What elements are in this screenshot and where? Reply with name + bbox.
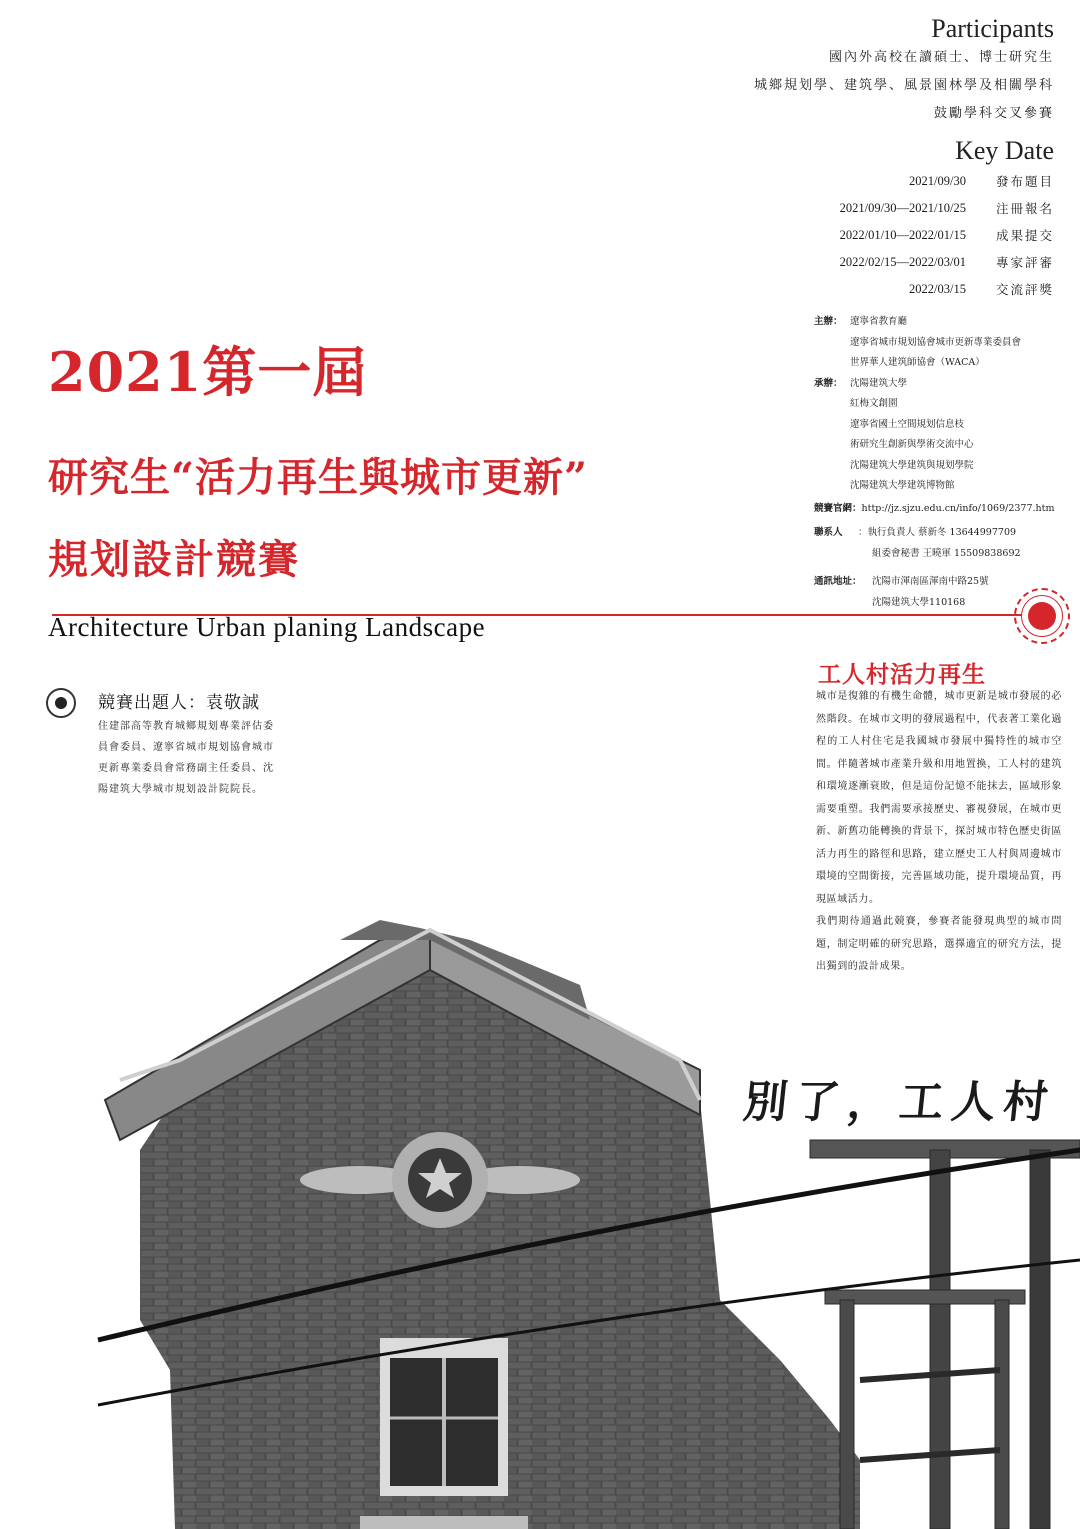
undertaker-name: 沈陽建筑大學建筑與規划學院 (850, 459, 974, 471)
participants-line: 國內外高校在讀碩士、博士研究生 (828, 50, 1054, 65)
event: 發布題目 (995, 174, 1054, 189)
key-date-row (754, 168, 1054, 195)
organizers-block (814, 312, 1076, 613)
page-subtitle: 研究生“活力再生與城市更新” (48, 454, 589, 501)
undertaker-label: 承辦： (814, 377, 843, 389)
event: 成果提交 (995, 228, 1054, 243)
contact-line: 組委會秘書 王曉軍 15509838692 (872, 547, 1021, 559)
undertaker-name: 紅梅文創園 (850, 398, 898, 409)
website-link[interactable]: http://jz.sjzu.edu.cn/info/1069/2377.htm (861, 502, 1055, 514)
page-title: 2021第一屆 (48, 340, 368, 404)
building-photo (0, 900, 1080, 1529)
date: 2022/03/15 (909, 282, 966, 296)
host-name: 遼寧省教育廳 (850, 316, 908, 327)
participants-line: 城鄉規划學、建筑學、風景園林學及相關學科 (753, 78, 1054, 93)
judge-description: 住建部高等教育城鄉規划專業評估委員會委員、遼寧省城市規划協會城市更新專業委員會常務副主任委員、沈陽建筑大學城市規划設計院院長。 (98, 721, 274, 795)
event: 交流評獎 (995, 282, 1054, 297)
host-name: 遼寧省城市規划協會城市更新專業委員會 (850, 336, 1022, 348)
participants-line: 鼓勵學科交叉參賽 (933, 106, 1054, 121)
host-label: 主辦： (814, 316, 843, 327)
key-date-title: Key Date (955, 136, 1054, 165)
website-label: 競賽官網： (814, 502, 862, 514)
theme-paragraph: 我們期待通過此競賽，參賽者能發現典型的城市問題，制定明確的研究思路，選擇適宜的研究方法，提出獨到的設計成果。 (816, 916, 1062, 972)
date: 2021/09/30 (909, 174, 966, 188)
participants-title: Participants (931, 14, 1054, 43)
event: 專家評審 (995, 255, 1054, 270)
undertaker-name: 沈陽建筑大學 (850, 377, 908, 389)
address-line: 沈陽市渾南區渾南中路25號 (872, 576, 989, 587)
date: 2022/01/10—2022/01/15 (839, 228, 966, 242)
address-label: 通訊地址： (814, 576, 862, 587)
english-subtitle: Architecture Urban planing Landscape (48, 612, 486, 642)
key-date-row (754, 195, 1054, 222)
key-date-row (754, 222, 1054, 249)
judge-name: 競賽出題人：袁敬誠 (98, 693, 260, 713)
date: 2022/02/15—2022/03/01 (839, 255, 966, 269)
wood-frame (810, 1140, 1080, 1529)
contact-label: 聯系人 (814, 527, 843, 538)
seal-dot (1028, 602, 1056, 630)
undertaker-name: 沈陽建筑大學建筑博物館 (850, 480, 955, 491)
date: 2021/09/30—2021/10/25 (839, 201, 966, 215)
red-seal-icon (1014, 588, 1070, 644)
key-date-list (754, 168, 1054, 303)
host-name: 世界華人建筑師協會（WACA） (850, 357, 985, 368)
undertaker-name: 術研究生創新與學術交流中心 (850, 439, 974, 450)
theme-title: 工人村活力再生 (818, 661, 986, 688)
key-date-row (754, 249, 1054, 276)
contact-line: ：執行負責人 蔡新冬 13644997709 (858, 527, 1017, 538)
key-date-row (754, 276, 1054, 303)
calligraphy-text: 別了，工人村 (740, 1077, 1059, 1128)
radio-dot (55, 697, 67, 709)
radio-dot-icon (46, 688, 76, 718)
page-subtitle-2: 規划設計競賽 (48, 536, 300, 583)
event: 注冊報名 (995, 201, 1054, 216)
undertaker-name: 遼寧省國土空間規划信息枝 (850, 418, 965, 430)
address-line: 沈陽建筑大學110168 (872, 596, 966, 608)
participants-section (754, 14, 1054, 128)
theme-paragraph: 城市是復雜的有機生命體，城市更新是城市發展的必然階段。在城市文明的發展過程中，代表著工業化過程的工人村住宅是我國城市發展中獨特性的城市空間。伴隨著城市產業升級和用地置換，工人村的建筑和環境逐漸衰敗，但是這份記憶不能抹去，區域形象需要重塑。我們需要承接歷史、審視發展，在城市更新、新舊功能轉換的背景下，探討城市特色歷史街區活力再生的路徑和思路，建立歷史工人村與周邊城市環境的空間銜接，完善區域功能，提升環境品質，再現區域活力。 (816, 691, 1062, 905)
